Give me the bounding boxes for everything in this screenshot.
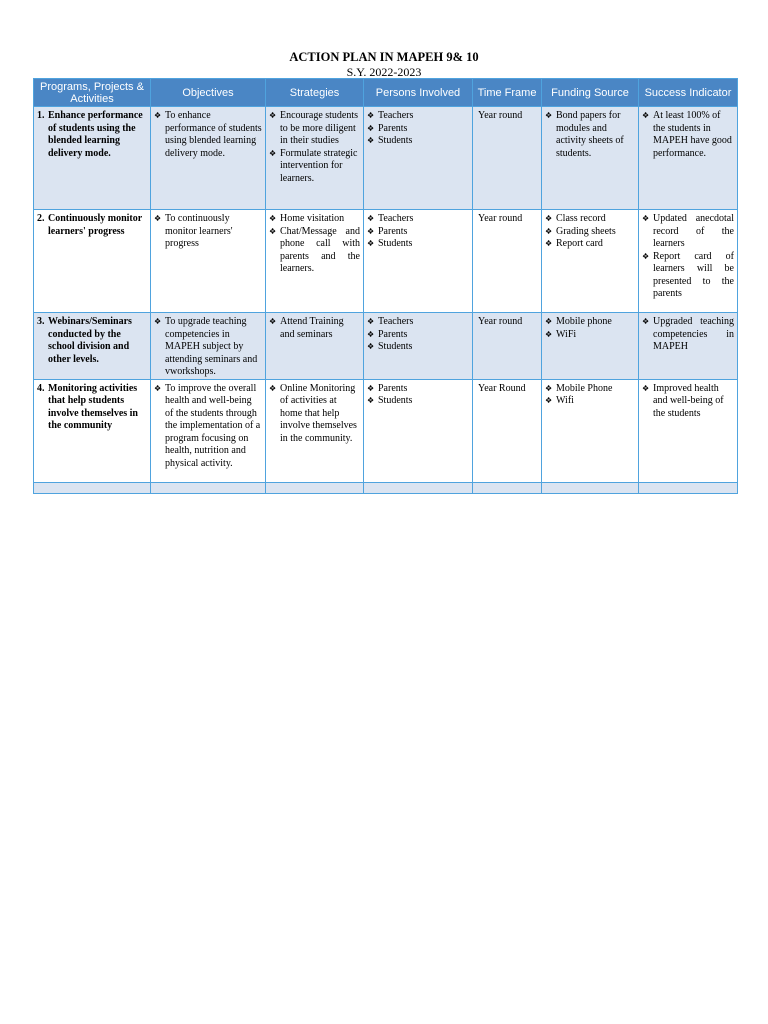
person-item: ❖ Teachers — [367, 213, 469, 226]
person-item: ❖ Students — [367, 238, 469, 251]
success-item: ❖ Improved health and well-being of the students — [642, 383, 734, 421]
success-item: ❖ Updated anecdotal record of the learners — [642, 213, 734, 251]
success-cell — [639, 313, 738, 380]
time-frame-cell — [473, 313, 542, 380]
empty-cell — [34, 482, 151, 493]
empty-cell — [364, 482, 473, 493]
person-item: ❖ Students — [367, 135, 469, 148]
objectives-cell — [151, 379, 266, 482]
person-item: ❖ Parents — [367, 123, 469, 136]
person-item: ❖ Parents — [367, 383, 469, 396]
time-frame-cell — [473, 107, 542, 210]
empty-cell — [639, 482, 738, 493]
program-number: 2. — [37, 213, 45, 224]
header-funding-source: Funding Source — [542, 79, 639, 107]
table-row — [34, 379, 738, 482]
time-frame-text: Year Round — [478, 382, 526, 394]
objective-item: ❖ To improve the overall health and well-being of the students through the implementation of a program focusing on health, nutrition and physical activity. — [154, 383, 262, 471]
empty-table-row — [34, 482, 738, 493]
program-cell — [34, 313, 151, 380]
objective-item: ❖ To continuously monitor learners' progress — [154, 213, 262, 251]
document-title: ACTION PLAN IN MAPEH 9& 10 — [289, 50, 479, 64]
program-text: Enhance performance of students using the blended learning delivery mode. — [48, 110, 143, 159]
empty-cell — [151, 482, 266, 493]
persons-cell — [364, 210, 473, 313]
funding-cell — [542, 379, 639, 482]
funding-item: ❖ Mobile Phone — [545, 383, 635, 396]
persons-cell — [364, 379, 473, 482]
program-text: Monitoring activities that help students involve themselves in the community — [48, 382, 138, 431]
time-frame-text: Year round — [478, 110, 523, 121]
strategies-cell — [266, 379, 364, 482]
strategies-cell — [266, 107, 364, 210]
program-number: 3. — [37, 316, 45, 327]
header-objectives: Objectives — [151, 79, 266, 107]
header-time-frame: Time Frame — [473, 79, 542, 107]
success-cell — [639, 379, 738, 482]
funding-cell — [542, 313, 639, 380]
success-cell — [639, 210, 738, 313]
program-number: 4. — [37, 382, 45, 394]
strategies-cell — [266, 313, 364, 380]
strategy-item: ❖ Attend Training and seminars — [269, 316, 360, 341]
strategy-item: ❖ Home visitation — [269, 213, 360, 226]
time-frame-cell — [473, 210, 542, 313]
persons-cell — [364, 313, 473, 380]
funding-item: ❖ Report card — [545, 238, 635, 251]
school-year: S.Y. 2022-2023 — [346, 65, 422, 79]
objective-item: ❖ To upgrade teaching competencies in MAPEH subject by attending seminars and vworkshops. — [154, 316, 262, 379]
time-frame-cell — [473, 379, 542, 482]
success-item: ❖ Upgraded teaching competencies in MAPEH — [642, 316, 734, 354]
objectives-cell — [151, 210, 266, 313]
empty-cell — [266, 482, 364, 493]
success-item: ❖ At least 100% of the students in MAPEH have good performance. — [642, 110, 734, 160]
header-success-indicator: Success Indicator — [639, 79, 738, 107]
strategy-item: ❖ Formulate strategic intervention for learners. — [269, 148, 360, 186]
success-item: ❖ Report card of learners will be presented to the parents — [642, 251, 734, 301]
table-row — [34, 210, 738, 313]
strategy-item: ❖ Encourage students to be more diligent in their studies — [269, 110, 360, 148]
header-persons-involved: Persons Involved — [364, 79, 473, 107]
funding-item: ❖ WiFi — [545, 329, 635, 342]
person-item: ❖ Students — [367, 395, 469, 408]
strategies-cell — [266, 210, 364, 313]
table-header-row — [34, 79, 738, 107]
time-frame-text: Year round — [478, 213, 523, 224]
objective-item: ❖ To enhance performance of students using blended learning delivery mode. — [154, 110, 262, 160]
persons-cell — [364, 107, 473, 210]
funding-item: ❖ Grading sheets — [545, 226, 635, 239]
empty-cell — [542, 482, 639, 493]
person-item: ❖ Parents — [367, 226, 469, 239]
table-row — [34, 313, 738, 380]
strategy-item: ❖ Chat/Message and phone call with parents and the learners. — [269, 226, 360, 276]
funding-item: ❖ Mobile phone — [545, 316, 635, 329]
program-cell — [34, 210, 151, 313]
action-plan-table — [33, 78, 738, 494]
person-item: ❖ Students — [367, 341, 469, 354]
program-text: Continuously monitor learners' progress — [48, 213, 143, 237]
funding-cell — [542, 210, 639, 313]
objectives-cell — [151, 107, 266, 210]
header-programs: Programs, Projects & Activities — [34, 79, 151, 107]
objectives-cell — [151, 313, 266, 380]
person-item: ❖ Teachers — [367, 110, 469, 123]
funding-item: ❖ Bond papers for modules and activity sheets of students. — [545, 110, 635, 160]
funding-cell — [542, 107, 639, 210]
strategy-item: ❖ Online Monitoring of activities at home that help involve themselves in the community. — [269, 383, 360, 446]
program-text: Webinars/Seminars conducted by the school division and other levels. — [48, 316, 132, 365]
program-cell — [34, 107, 151, 210]
success-cell — [639, 107, 738, 210]
funding-item: ❖ Wifi — [545, 395, 635, 408]
person-item: ❖ Teachers — [367, 316, 469, 329]
header-strategies: Strategies — [266, 79, 364, 107]
program-number: 1. — [37, 110, 45, 121]
time-frame-text: Year round — [478, 316, 523, 327]
person-item: ❖ Parents — [367, 329, 469, 342]
table-row — [34, 107, 738, 210]
program-cell — [34, 379, 151, 482]
funding-item: ❖ Class record — [545, 213, 635, 226]
empty-cell — [473, 482, 542, 493]
